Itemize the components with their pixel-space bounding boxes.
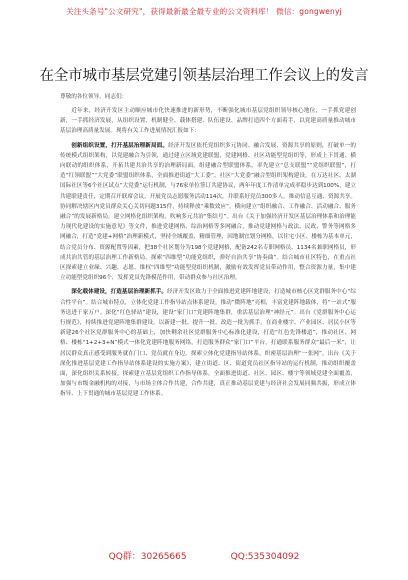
paragraph-heading: 深化载体建设，打造基层治理新抓手。 — [71, 289, 168, 296]
qq-group-number: QQ群：30265665 — [108, 552, 187, 562]
contact-footer — [0, 549, 408, 562]
paragraph-text: 经济开发区依托党组织多元协同、融合发展、资源共享的原则，打破单一的传统模式组织架构，以党建融合为引领，通过建立区域党建联盟、党建网格、社区功能型党组织等，形成上下贯通、横向联动的组织体系，开拓共建共治共享的治理新局面。组建融合型联盟体系。率先建立“总支联盟”“党组织联盟”，打造“红领联盟”“大党委”联盟组织体系，全面推进街道“大工委”、社区“大党委”融合型组织架构建设。在万达社区、太湖国际社区等6个社区试点“大党委”运行机制，与76家单位签订共建协议，两年年度工作清单完成率稳步达到100%，建立共建联建责任，定期召开联席会议，开展党员志愿服务活动114次，并联系好党员300多人，推动信息互通、资源共享。协同解决辖区内党员群众关心关切问题315件，持续释放“乘数效应”。横向建立“组织融合、工作融合、活动融合、服务融合”的发展新格局。建立网格化组织架构，吹响多元共治“集结号”。出台《关于加强经济开发区基层治理体系和治理能力现代化建设的实施意见》等文件，推进党建网格、综治网格等多网融合，推动党建网格与政法、民政、警务等网格多网融合，打造“党建+网格”治理新模式，坚持全域覆盖、精细管理，因地制宜划分网格，以住宅小区、楼栋为基本单元，结合党员分布、资源配置等因素，把38个社区划分为198个党建网格，配备242名专职网格员、1134名兼职网格员，形成共治共管的基层治理工作新格局。探索“四维型”功能党组织，弹好自治共享“协奏曲”。结合城市社区特色，在重点社区探索建立业缘、兴趣、志愿、维权“四维型”功能型党组织机制，激励有效发挥党员带动作用，整合资源力量，集中建立功能型党组织96个，发挥党员先锋模范作用，带动群众参与社区治理。 — [60, 142, 356, 282]
salutation: 尊敬的各位领导，同志们： — [60, 94, 128, 100]
paragraph-carrier — [60, 287, 356, 399]
document-body — [60, 106, 356, 404]
paragraph-intro — [60, 106, 356, 137]
promo-banner: 关注头条号"公文研究"，获得最新最全最专业的公文资料库！ 微信：gongwenyj — [66, 7, 342, 16]
paragraph-heading: 创新组织设置，打开基层治理新局面。 — [71, 142, 169, 149]
paragraph-text: 经济开发区致力于全面推进党建阵地建设，打造城市核心区党群服务中心“综合性平台”。结合城市特点，立体化党建工作指导站点体系建设。推动“微阵地”亮相，丰富党建阵地载体，将“一站式”服务送进千家万户。深化“红色驿站”建设，建设“家门口”党建阵地集群，重活基层治理“神经元”。出台《党群服务中心运行规范》，持续推进党建阵地集群建设，以新建一批、提升一批、改造一批为抓手，在商业楼宇、产业园区、居民小区等新建26个社区党群服务中心的基础上，加快剩余社区党群服务中心标准化建设，打造“红色先锋楼道”，推动社区、网格、楼栋“1+2+3+N”模式一体化党建阵地服务网络，打造服务群众“家门口”平台，打通联系服务群众“最后一米”，让居民群众真正感受到服务就在门口、党员就在身边。探索立体化党建指导站体系，织密基层治理“一张网”。出台《关于深化推进基层党建工作指导站体系建设的实施方案》，建立街道、区、街道党员社区指导站的运行机制，推动组织覆盖面，深化组织关系转接，探索建立基层党组织工作指导体系，全面推进街道、社区、园区、楼宇等领域党建全面覆盖，加强与市级金融机构的对接，与市场主体合作共建，合作共建，真正推动基层党建与经济社会发展同频共振，形成立体指导、上下贯通的城市基层党建工作体系。 — [60, 289, 356, 398]
paragraph-text: 近年来，经济开发区主动顺应城市化快速推进的新形势，不断强化城市基层党组织领导核心地位，一手抓党建创新，一手抓经济发展，从组织设置、机制健全、载体搭建、队伍建设、品牌打造四个方面着手，以党建高质量推动城市基层治理高质量发展。现将有关工作进展情况汇报如下： — [60, 108, 356, 135]
document-title: 在全市城市基层党建引领基层治理工作会议上的发言 — [39, 68, 369, 84]
qq-number: QQ:535304092 — [230, 552, 300, 562]
paragraph-organization — [60, 141, 356, 284]
